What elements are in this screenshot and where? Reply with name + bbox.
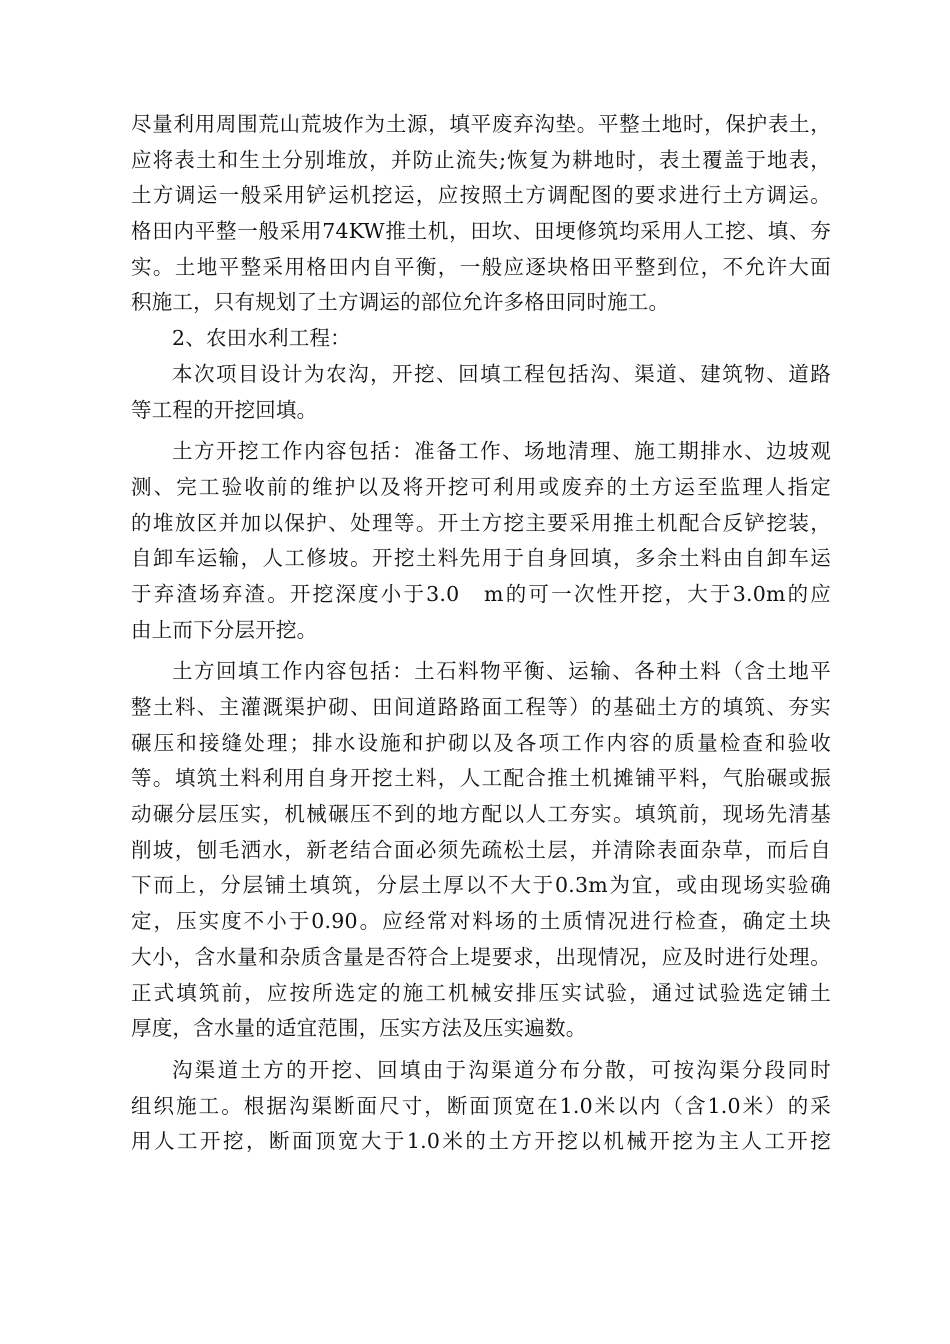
text-line: 土方回填工作内容包括：土石料物平衡、运输、各种土料（含土地平	[172, 659, 831, 684]
text-line: 应将表土和生土分别堆放，并防止流失;恢复为耕地时，表土覆盖于地表，	[131, 147, 831, 172]
text-line: 本次项目设计为农沟，开挖、回填工程包括沟、渠道、建筑物、道路	[172, 361, 831, 386]
text-line: 土方开挖工作内容包括：准备工作、场地清理、施工期排水、边坡观	[172, 439, 831, 464]
text-line: 削坡，刨毛洒水，新老结合面必须先疏松土层，并清除表面杂草，而后自	[131, 837, 831, 862]
text-line: 用人工开挖，断面顶宽大于1.0米的土方开挖以机械开挖为主人工开挖	[131, 1129, 831, 1154]
text-line: 尽量利用周围荒山荒坡作为土源，填平废弃沟垫。平整土地时，保护表土，	[131, 112, 831, 136]
text-line: 正式填筑前，应按所选定的施工机械安排压实试验，通过试验选定铺土	[131, 980, 831, 1005]
text-line: 的堆放区并加以保护、处理等。开土方挖主要采用推土机配合反铲挖装，	[131, 510, 831, 535]
text-line: 沟渠道土方的开挖、回填由于沟渠道分布分散，可按沟渠分段同时	[172, 1057, 831, 1082]
section-heading: 2、农田水利工程：	[172, 326, 351, 351]
text-line: 碾压和接缝处理；排水设施和护砌以及各项工作内容的质量检查和验收	[131, 730, 831, 755]
body-text	[131, 107, 831, 1160]
text-line: 组织施工。根据沟渠断面尺寸，断面顶宽在1.0米以内（含1.0米）的采	[131, 1093, 831, 1118]
text-line: 大小，含水量和杂质含量是否符合上堤要求，出现情况，应及时进行处理。	[131, 944, 831, 969]
text-line: 于弃渣场弃渣。开挖深度小于3.0 m的可一次性开挖，大于3.0m的应	[131, 581, 831, 606]
text-line: 实。土地平整采用格田内自平衡，一般应逐块格田平整到位，不允许大面	[131, 254, 831, 279]
text-line: 格田内平整一般采用74KW推土机，田坎、田埂修筑均采用人工挖、填、夯	[131, 219, 831, 244]
text-line: 动碾分层压实，机械碾压不到的地方配以人工夯实。填筑前，现场先清基	[131, 802, 831, 827]
text-line: 土方调运一般采用铲运机挖运，应按照土方调配图的要求进行土方调运。	[131, 183, 831, 208]
text-line: 定，压实度不小于0.90。应经常对料场的土质情况进行检查，确定土块	[131, 909, 831, 934]
text-line: 自卸车运输，人工修坡。开挖土料先用于自身回填，多余土料由自卸车运	[131, 546, 831, 571]
text-line: 下而上，分层铺土填筑，分层土厚以不大于0.3m为宜，或由现场实验确	[131, 873, 831, 898]
text-line: 由上而下分层开挖。	[131, 617, 318, 642]
text-line: 厚度，含水量的适宜范围，压实方法及压实遍数。	[131, 1016, 587, 1041]
text-line: 积施工，只有规划了土方调运的部位允许多格田同时施工。	[131, 290, 670, 315]
text-line: 等。填筑土料利用自身开挖土料，人工配合推土机摊铺平料，气胎碾或振	[131, 766, 831, 791]
text-line: 整土料、主灌溉渠护砌、田间道路路面工程等）的基础土方的填筑、夯实	[131, 695, 831, 719]
text-line: 等工程的开挖回填。	[131, 397, 318, 422]
text-line: 测、完工验收前的维护以及将开挖可利用或废弃的土方运至监理人指定	[131, 474, 831, 499]
